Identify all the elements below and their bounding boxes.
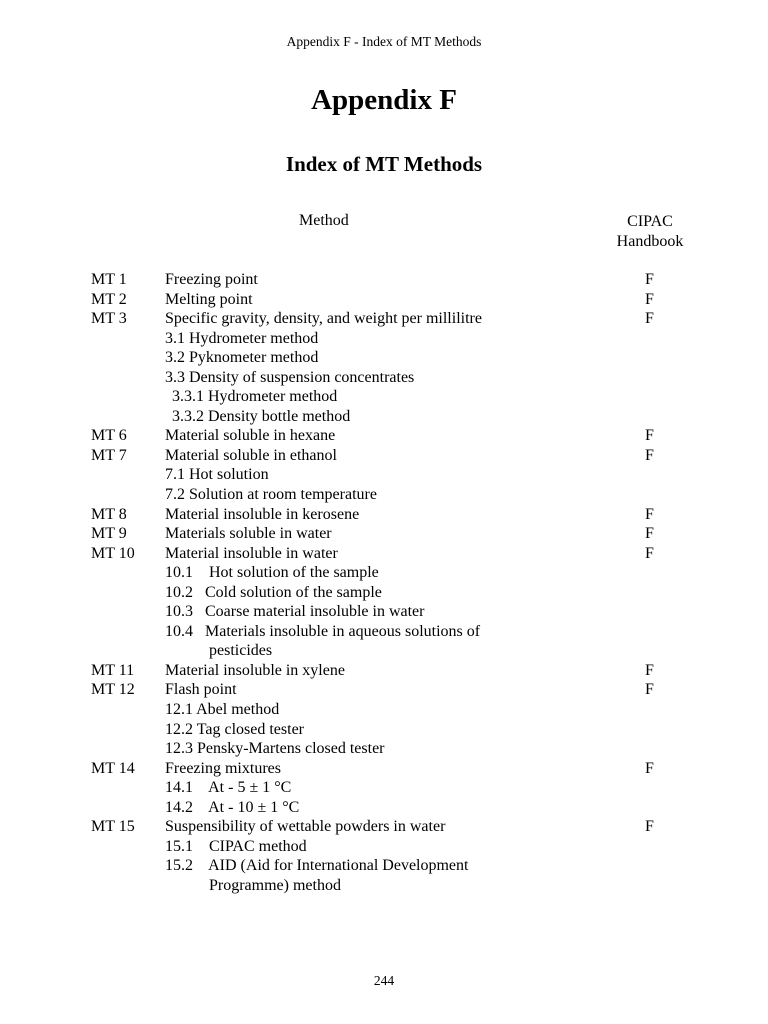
method-row (0, 602, 768, 622)
method-description: 3.3 Density of suspension concentrates (165, 368, 415, 386)
column-header-cipac-line2: Handbook (616, 232, 684, 250)
method-description: Suspensibility of wettable powders in water (165, 818, 446, 836)
method-row (0, 446, 768, 466)
method-code: MT 1 (91, 271, 127, 288)
method-description: Material insoluble in water (165, 544, 338, 562)
cipac-handbook-reference: F (645, 310, 654, 328)
method-description: 10.4 Materials insoluble in aqueous solutions of (165, 622, 481, 640)
method-row (0, 661, 768, 681)
method-row (0, 524, 768, 544)
method-description: 3.3.2 Density bottle method (172, 407, 351, 425)
method-row (0, 407, 768, 427)
method-row (0, 817, 768, 837)
method-row (0, 368, 768, 388)
method-description: Material insoluble in kerosene (165, 505, 360, 523)
cipac-handbook-reference: F (645, 427, 654, 445)
method-description: Material soluble in ethanol (165, 446, 337, 464)
method-row (0, 348, 768, 368)
method-row (0, 739, 768, 759)
page-number: 244 (373, 973, 395, 988)
method-row (0, 856, 768, 876)
cipac-handbook-reference: F (645, 290, 654, 308)
method-row (0, 309, 768, 329)
method-code: MT 10 (91, 544, 135, 562)
method-row (0, 641, 768, 661)
method-code: MT 14 (91, 759, 135, 777)
method-row (0, 759, 768, 779)
method-row (0, 622, 768, 642)
cipac-handbook-reference: F (645, 446, 654, 464)
method-description: 10.1 Hot solution of the sample (165, 564, 379, 582)
method-description: 15.1 CIPAC method (165, 837, 307, 855)
page-subtitle: Index of MT Methods (285, 152, 483, 176)
method-row (0, 270, 768, 290)
method-description: 14.2 At - 10 ± 1 °C (165, 798, 300, 816)
cipac-handbook-reference: F (645, 525, 654, 543)
method-row (0, 798, 768, 818)
method-description: 10.3 Coarse material insoluble in water (165, 603, 425, 621)
method-row (0, 387, 768, 407)
method-row (0, 837, 768, 857)
method-description: Material soluble in hexane (165, 427, 336, 445)
method-description: 3.3.1 Hydrometer method (172, 388, 338, 406)
method-code: MT 15 (91, 818, 135, 836)
method-description: Melting point (165, 290, 253, 308)
method-description: 12.2 Tag closed tester (165, 720, 304, 738)
method-row (0, 720, 768, 740)
cipac-handbook-reference: F (645, 505, 654, 523)
method-row (0, 680, 768, 700)
method-description: Material insoluble in xylene (165, 661, 345, 679)
method-row (0, 583, 768, 603)
cipac-handbook-reference: F (645, 661, 654, 679)
method-code: MT 6 (91, 427, 127, 445)
method-description: 3.2 Pyknometer method (165, 349, 319, 367)
cipac-handbook-reference: F (645, 759, 654, 777)
method-description: 12.1 Abel method (165, 701, 280, 719)
method-row (0, 778, 768, 798)
method-description: Freezing point (165, 271, 258, 288)
method-row (0, 505, 768, 525)
method-row (0, 544, 768, 564)
method-description: 15.2 AID (Aid for International Development (165, 857, 469, 875)
method-row (0, 563, 768, 583)
method-row (0, 290, 768, 310)
column-header-cipac-line1: CIPAC (627, 213, 673, 230)
column-header-cipac-handbook (600, 212, 700, 251)
method-description: Freezing mixtures (165, 759, 281, 777)
method-code: MT 11 (91, 661, 135, 679)
method-code: MT 8 (91, 505, 127, 523)
cipac-handbook-reference: F (645, 271, 654, 288)
method-description: Flash point (165, 681, 237, 699)
method-row (0, 485, 768, 505)
method-description: 10.2 Cold solution of the sample (165, 583, 382, 601)
page-title: Appendix F (311, 84, 457, 116)
method-description: Programme) method (209, 876, 341, 894)
method-row (0, 465, 768, 485)
method-code: MT 2 (91, 290, 127, 308)
method-row (0, 876, 768, 896)
method-code: MT 9 (91, 525, 127, 543)
column-header-method: Method (299, 212, 349, 229)
method-description: pesticides (209, 642, 273, 660)
method-code: MT 3 (91, 310, 127, 328)
method-description: Specific gravity, density, and weight per millilitre (165, 310, 482, 328)
method-description: 14.1 At - 5 ± 1 °C (165, 779, 292, 797)
method-description: Materials soluble in water (165, 525, 332, 543)
running-header: Appendix F - Index of MT Methods (286, 34, 482, 49)
method-description: 3.1 Hydrometer method (165, 329, 319, 347)
method-row (0, 700, 768, 720)
method-description: 7.2 Solution at room temperature (165, 486, 377, 504)
method-code: MT 7 (91, 446, 127, 464)
method-row (0, 426, 768, 446)
cipac-handbook-reference: F (645, 544, 654, 562)
method-code: MT 12 (91, 681, 135, 699)
method-description: 7.1 Hot solution (165, 466, 269, 484)
methods-index-list (0, 270, 768, 896)
method-row (0, 329, 768, 349)
method-description: 12.3 Pensky-Martens closed tester (165, 740, 385, 758)
cipac-handbook-reference: F (645, 818, 654, 836)
cipac-handbook-reference: F (645, 681, 654, 699)
